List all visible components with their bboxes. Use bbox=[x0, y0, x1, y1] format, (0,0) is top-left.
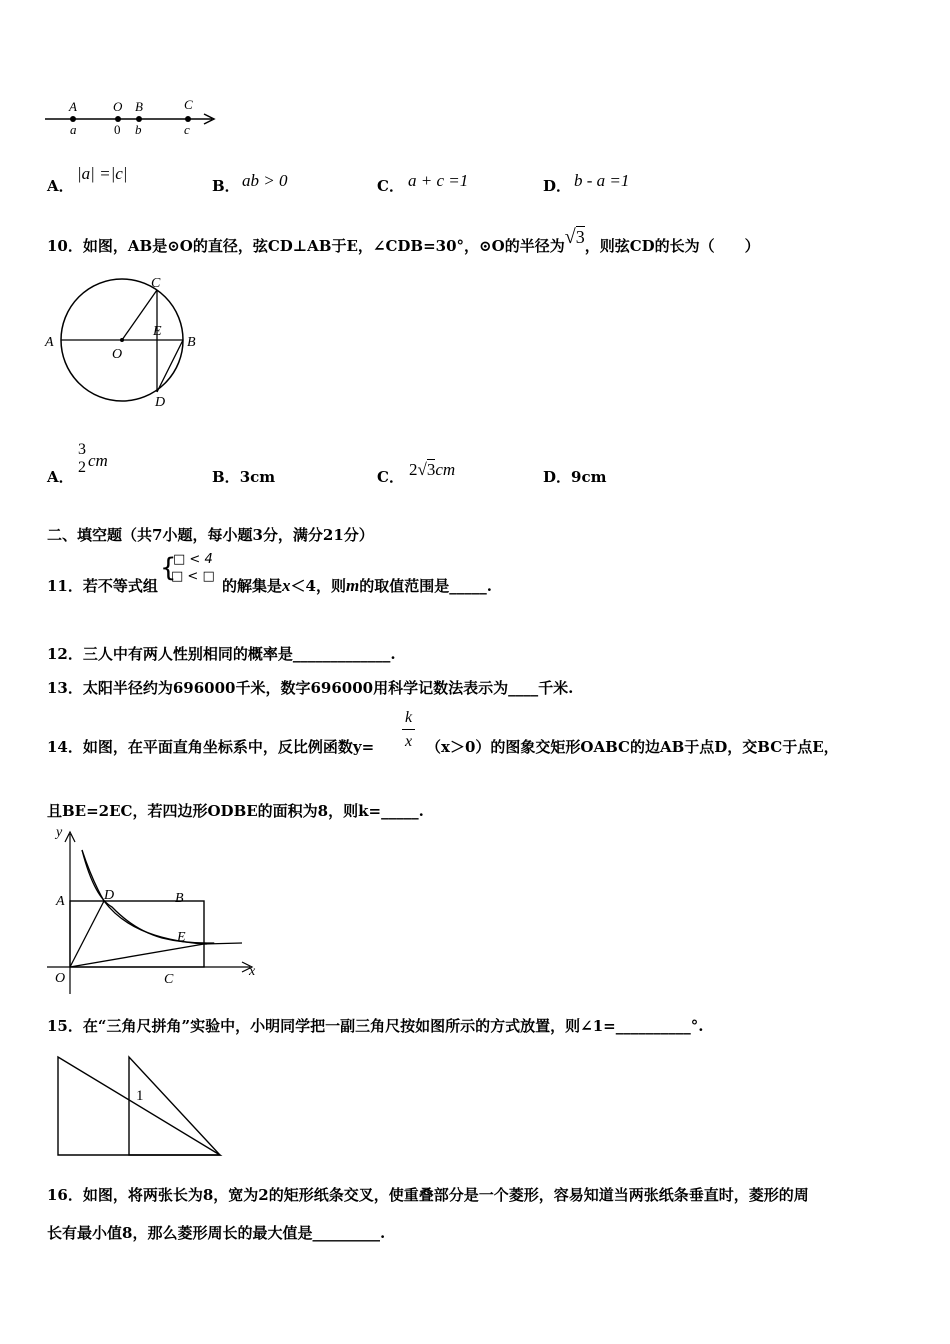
q9-option-c: C． bbox=[377, 177, 404, 195]
q11-rest bbox=[222, 575, 492, 596]
option-text: 3cm bbox=[239, 468, 276, 486]
label-B: B bbox=[135, 99, 143, 114]
q10-option-c: C． bbox=[377, 468, 404, 486]
q10-option-c-expr: 2√3cm bbox=[409, 460, 456, 479]
label-C: C bbox=[151, 276, 161, 291]
label-A: A bbox=[56, 894, 65, 909]
q9-option-b-expr: ab > 0 bbox=[242, 171, 288, 190]
inequality-system bbox=[160, 551, 215, 585]
q14-line1-before: 14．如图，在平面直角坐标系中，反比例函数y= bbox=[47, 738, 375, 756]
label-A: A bbox=[45, 335, 54, 350]
sqrt-symbol: √3 bbox=[564, 226, 585, 248]
label-D: D bbox=[104, 888, 115, 903]
q15-text: 15．在“三角尺拼角”实验中，小明同学把一副三角尺按如图所示的方式放置，则∠1=__________°. bbox=[47, 1017, 704, 1035]
label-c: c bbox=[184, 122, 190, 137]
q9-option-a-expr: |a| =|c| bbox=[77, 164, 128, 183]
option-letter: D． bbox=[543, 468, 572, 486]
label-E: E bbox=[177, 930, 186, 945]
q11-text-b: ＜4，则 bbox=[290, 577, 346, 595]
label-y: y bbox=[56, 825, 63, 840]
circle-figure bbox=[42, 272, 212, 412]
q13-text: 13．太阳半径约为696000千米，数字696000用科学记数法表示为____千米. bbox=[47, 679, 574, 697]
option-letter: A． bbox=[47, 177, 74, 195]
q10-option-a-expr bbox=[76, 441, 108, 477]
segment-db bbox=[157, 340, 183, 392]
option-letter: B． bbox=[212, 468, 240, 486]
q14-line1-after: （x＞0）的图象交矩形OABC的边AB于点D，交BC于点E， bbox=[426, 738, 839, 756]
var-m: m bbox=[345, 576, 360, 595]
q10-stem bbox=[47, 226, 760, 257]
triangle-rulers-figure bbox=[52, 1052, 232, 1162]
label-x: x bbox=[249, 964, 256, 979]
center-dot bbox=[120, 338, 124, 342]
label-D: D bbox=[155, 395, 166, 410]
radius-oc bbox=[122, 290, 157, 340]
triangle-45 bbox=[58, 1057, 220, 1155]
q10-stem-after: ，则弦CD的长为（ ） bbox=[584, 237, 760, 255]
triangle-30-60 bbox=[129, 1057, 220, 1155]
label-a: a bbox=[70, 122, 77, 137]
denominator: x bbox=[405, 733, 413, 750]
coef: 2 bbox=[409, 460, 418, 479]
section-title: 二、填空题（共7小题，每小题3分，满分21分） bbox=[47, 526, 374, 544]
denominator: 2 bbox=[78, 459, 86, 476]
q9-option-a bbox=[47, 175, 74, 196]
q16-line1: 16．如图，将两张长为8，宽为2的矩形纸条交叉，使重叠部分是一个菱形，容易知道当两张纸条垂直时，菱形的周 bbox=[47, 1186, 809, 1204]
label-E: E bbox=[153, 324, 162, 339]
var-x: x bbox=[282, 576, 291, 595]
angle-1-label: 1 bbox=[136, 1088, 144, 1104]
system-line-2: □ < □ bbox=[171, 569, 215, 584]
fraction-k-over-x bbox=[402, 709, 415, 751]
coordinate-figure bbox=[42, 822, 262, 1002]
numerator: k bbox=[402, 709, 415, 730]
radicand: 3 bbox=[426, 460, 436, 479]
q14-line2: 且BE=2EC，若四边形ODBE的面积为8，则k=_____. bbox=[47, 802, 424, 820]
left-brace: { bbox=[160, 553, 177, 583]
q10-stem-before: 10．如图，AB是⊙O的直径，弦CD⊥AB于E，∠CDB=30°，⊙O的半径为 bbox=[47, 237, 565, 255]
label-O: O bbox=[113, 99, 123, 114]
q10-option-a: A． bbox=[47, 468, 74, 486]
label-O: O bbox=[112, 347, 123, 362]
label-O: O bbox=[55, 971, 66, 986]
q9-option-d: D． bbox=[543, 177, 572, 195]
q10-radicand: 3 bbox=[575, 227, 585, 247]
numerator: 3 bbox=[78, 441, 86, 458]
q12-text: 12．三人中有两人性别相同的概率是_____________. bbox=[47, 645, 396, 663]
q10-option-b bbox=[212, 466, 275, 487]
label-A: A bbox=[69, 99, 77, 114]
q11-text-c: 的取值范围是_____. bbox=[359, 577, 492, 595]
q9-option-d-expr: b - a =1 bbox=[574, 171, 630, 190]
unit: cm bbox=[435, 460, 456, 479]
q9-option-c-expr: a + c =1 bbox=[408, 171, 469, 190]
label-B: B bbox=[175, 891, 184, 906]
label-C: C bbox=[164, 972, 174, 987]
fraction bbox=[76, 441, 88, 477]
segment-oe bbox=[70, 944, 204, 967]
label-b: b bbox=[135, 122, 142, 137]
q9-option-b: B． bbox=[212, 177, 240, 195]
label-B: B bbox=[187, 335, 196, 350]
segment-od bbox=[70, 901, 104, 967]
number-line-figure bbox=[40, 95, 230, 140]
label-C: C bbox=[184, 97, 193, 112]
q10-option-d bbox=[543, 466, 606, 487]
unit: cm bbox=[88, 451, 108, 470]
q11-text-a: 的解集是 bbox=[222, 577, 283, 595]
system-line-1: □ < 4 bbox=[173, 552, 213, 567]
q16-line2: 长有最小值8，那么菱形周长的最大值是_________. bbox=[47, 1224, 386, 1242]
option-text: 9cm bbox=[571, 468, 607, 486]
q11-prefix: 11．若不等式组 bbox=[47, 577, 158, 595]
label-zero: 0 bbox=[114, 122, 121, 137]
